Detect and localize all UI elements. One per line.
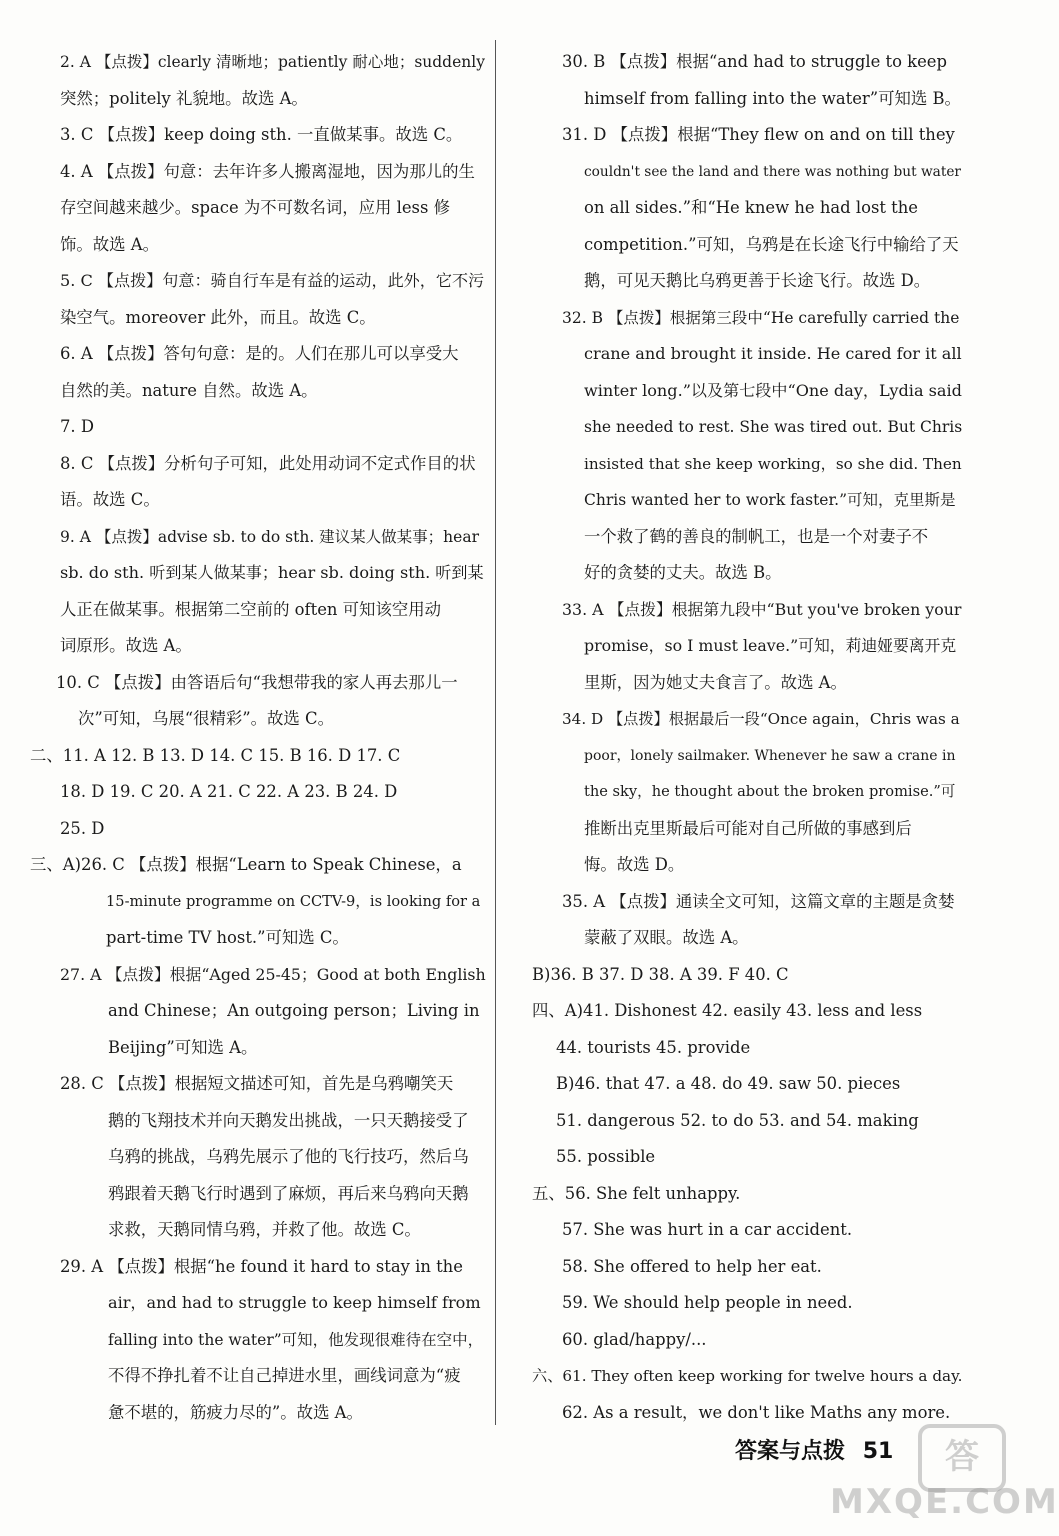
answer-line: 六、61. They often keep working for twelve hours a day. bbox=[532, 1367, 963, 1385]
answer-line: 58. She offered to help her eat. bbox=[562, 1256, 822, 1276]
answer-line: 28. C 【点拨】根据短文描述可知，首先是乌鸦嘲笑天 bbox=[60, 1074, 454, 1093]
answer-item-q7 bbox=[30, 409, 486, 446]
answer-line: 29. A 【点拨】根据“he found it hard to stay in the bbox=[60, 1256, 463, 1276]
answer-line: 推断出克里斯最后可能对自己所做的事感到后 bbox=[584, 818, 912, 838]
answer-line: 惫不堪的，筋疲力尽的”。故选 A。 bbox=[108, 1402, 363, 1422]
answer-line: on all sides.”和“He knew he had lost the bbox=[584, 198, 919, 217]
answer-line: B)36. B 37. D 38. A 39. F 40. C bbox=[532, 964, 789, 984]
answer-line: 鸦跟着天鹅飞行时遇到了麻烦，再后来乌鸦向天鹅 bbox=[108, 1183, 469, 1203]
answer-item-s3 bbox=[30, 847, 486, 957]
answer-item-q32 bbox=[532, 300, 962, 592]
answer-line: 59. We should help people in need. bbox=[562, 1293, 853, 1312]
answer-line: 不得不挣扎着不让自己掉进水里，画线词意为“疲 bbox=[108, 1366, 461, 1385]
answer-line: 悔。故选 D。 bbox=[584, 855, 685, 874]
answer-line: 55. possible bbox=[556, 1147, 656, 1166]
answer-line: 60. glad/happy/... bbox=[562, 1329, 707, 1349]
answer-line: 4. A 【点拨】句意：去年许多人搬离湿地，因为那儿的生 bbox=[60, 161, 475, 181]
footer-label: 答案与点拨 bbox=[735, 1439, 846, 1464]
watermark-badge: 答 bbox=[918, 1424, 1006, 1492]
answer-line: falling into the water”可知，他发现很难待在空中， bbox=[108, 1330, 484, 1349]
answer-line: 34. D 【点拨】根据最后一段“Once again，Chris was a bbox=[562, 710, 960, 728]
answer-line: 5. C 【点拨】句意：骑自行车是有益的运动，此外，它不污 bbox=[60, 271, 485, 290]
answer-item-q3 bbox=[30, 117, 486, 154]
answer-item-s5 bbox=[532, 1176, 962, 1359]
answer-line: 自然的美。nature 自然。故选 A。 bbox=[60, 380, 318, 400]
answer-item-q27 bbox=[30, 957, 486, 1067]
answer-line: Chris wanted her to work faster.”可知，克里斯是 bbox=[584, 491, 956, 509]
answer-line: and Chinese；An outgoing person；Living in bbox=[108, 1001, 480, 1020]
answer-line: 饰。故选 A。 bbox=[60, 234, 159, 254]
answer-line: 33. A 【点拨】根据第九段中“But you've broken your bbox=[562, 599, 962, 619]
answer-item-q35 bbox=[532, 884, 962, 957]
answer-line: 3. C 【点拨】keep doing sth. 一直做某事。故选 C。 bbox=[60, 125, 463, 144]
answer-line: 35. A 【点拨】通读全文可知，这篇文章的主题是贪婪 bbox=[562, 891, 955, 911]
answer-line: 15-minute programme on CCTV-9，is looking for a bbox=[106, 892, 481, 910]
page-number: 51 bbox=[862, 1439, 894, 1464]
answer-line: 词原形。故选 A。 bbox=[60, 636, 192, 655]
right-column bbox=[532, 44, 962, 1431]
answer-item-q29 bbox=[30, 1249, 486, 1432]
answer-item-s2 bbox=[30, 738, 486, 848]
answer-line: 存空间越来越少。space 为不可数名词，应用 less 修 bbox=[60, 198, 450, 217]
answer-item-q10 bbox=[30, 665, 486, 738]
answer-line: sb. do sth. 听到某人做某事；hear sb. doing sth. 听到某 bbox=[60, 563, 484, 582]
answer-line: 乌鸦的挑战，乌鸦先展示了他的飞行技巧，然后乌 bbox=[108, 1147, 469, 1166]
answer-line: 鹅的飞翔技术并向天鹅发出挑战，一只天鹅接受了 bbox=[108, 1110, 469, 1130]
answer-line: 32. B 【点拨】根据第三段中“He carefully carried the bbox=[562, 308, 960, 327]
answer-line: 62. As a result，we don't like Maths any more. bbox=[562, 1402, 951, 1422]
answer-line: 染空气。moreover 此外，而且。故选 C。 bbox=[60, 307, 376, 327]
answer-item-s4b bbox=[532, 1066, 962, 1176]
answer-line: poor，lonely sailmaker. Whenever he saw a crane in bbox=[584, 747, 956, 764]
answer-item-q5 bbox=[30, 263, 486, 336]
answer-line: 人正在做某事。根据第二空前的 often 可知该空用动 bbox=[60, 599, 442, 619]
answer-line: 31. D 【点拨】根据“They flew on and on till they bbox=[562, 125, 955, 144]
answer-line: 二、11. A 12. B 13. D 14. C 15. B 16. D 17. C bbox=[30, 745, 401, 765]
answer-line: 2. A 【点拨】clearly 清晰地；patiently 耐心地；suddenly bbox=[60, 53, 485, 71]
answer-item-q9 bbox=[30, 519, 486, 665]
answer-line: 语。故选 C。 bbox=[60, 490, 160, 509]
answer-line: 鹅，可见天鹅比乌鸦更善于长途飞行。故选 D。 bbox=[584, 271, 931, 290]
answer-item-q4 bbox=[30, 154, 486, 264]
answer-line: 好的贪婪的丈夫。故选 B。 bbox=[584, 563, 782, 582]
answer-line: 蒙蔽了双眼。故选 A。 bbox=[584, 928, 749, 947]
answer-line: 9. A 【点拨】advise sb. to do sth. 建议某人做某事；hear bbox=[60, 527, 479, 546]
answer-line: part-time TV host.”可知选 C。 bbox=[106, 928, 349, 947]
answer-line: winter long.”以及第七段中“One day，Lydia said bbox=[584, 380, 962, 400]
answer-line: 求救，天鹅同情乌鸦，并救了他。故选 C。 bbox=[108, 1220, 421, 1239]
answer-item-q2 bbox=[30, 44, 486, 117]
answer-item-q33 bbox=[532, 592, 962, 702]
answer-line: insisted that she keep working，so she did. Then bbox=[584, 454, 962, 473]
answer-item-q34 bbox=[532, 701, 962, 884]
answer-line: 27. A 【点拨】根据“Aged 25-45；Good at both English bbox=[60, 964, 486, 984]
left-column bbox=[30, 44, 486, 1431]
answer-line: promise，so I must leave.”可知，莉迪娅要离开克 bbox=[584, 636, 957, 655]
answer-item-q31 bbox=[532, 117, 962, 300]
answer-line: Beijing”可知选 A。 bbox=[108, 1037, 258, 1057]
answer-item-q28 bbox=[30, 1066, 486, 1249]
answer-item-sB bbox=[532, 957, 962, 994]
answer-line: 25. D bbox=[60, 818, 105, 838]
answer-line: competition.”可知，乌鸦是在长途飞行中输给了天 bbox=[584, 234, 959, 254]
answer-line: 57. She was hurt in a car accident. bbox=[562, 1220, 853, 1239]
answer-line: 44. tourists 45. provide bbox=[556, 1037, 751, 1057]
answer-item-q6 bbox=[30, 336, 486, 409]
answer-item-s4 bbox=[532, 993, 962, 1066]
answer-line: she needed to rest. She was tired out. But Chris bbox=[584, 418, 963, 436]
answer-line: himself from falling into the water”可知选 B。 bbox=[584, 88, 961, 108]
answer-line: couldn't see the land and there was nothing but water bbox=[584, 163, 961, 180]
answer-line: 次”可知，乌展“很精彩”。故选 C。 bbox=[78, 709, 334, 728]
answer-line: 五、56. She felt unhappy. bbox=[532, 1183, 741, 1203]
answer-line: 18. D 19. C 20. A 21. C 22. A 23. B 24. D bbox=[60, 782, 398, 801]
answer-line: the sky，he thought about the broken promise.”可 bbox=[584, 783, 956, 800]
answer-line: air，and had to struggle to keep himself from bbox=[108, 1293, 481, 1312]
answer-line: 里斯，因为她丈夫食言了。故选 A。 bbox=[584, 672, 847, 692]
answer-line: 8. C 【点拨】分析句子可知，此处用动词不定式作目的状 bbox=[60, 453, 476, 473]
answer-line: 6. A 【点拨】答句句意：是的。人们在那儿可以享受大 bbox=[60, 344, 459, 363]
answer-item-q8 bbox=[30, 446, 486, 519]
answer-line: 51. dangerous 52. to do 53. and 54. making bbox=[556, 1110, 919, 1130]
answer-item-q30 bbox=[532, 44, 962, 117]
answer-line: 一个救了鹤的善良的制帆工，也是一个对妻子不 bbox=[584, 526, 929, 546]
watermark-text: MXQE.COM bbox=[830, 1482, 1059, 1522]
answer-line: 10. C 【点拨】由答语后句“我想带我的家人再去那儿一 bbox=[56, 672, 458, 692]
answer-line: 突然；politely 礼貌地。故选 A。 bbox=[60, 88, 308, 108]
answer-line: 30. B 【点拨】根据“and had to struggle to keep bbox=[562, 52, 947, 71]
answer-line: 三、A)26. C 【点拨】根据“Learn to Speak Chinese，a bbox=[30, 855, 462, 874]
column-divider bbox=[495, 40, 496, 1425]
answer-line: B)46. that 47. a 48. do 49. saw 50. pieces bbox=[556, 1074, 901, 1093]
answer-line: 四、A)41. Dishonest 42. easily 43. less and less bbox=[532, 1001, 923, 1020]
answer-line: 7. D bbox=[60, 417, 94, 436]
answer-line: crane and brought it inside. He cared for it all bbox=[584, 344, 962, 363]
watermark bbox=[826, 1420, 1059, 1530]
